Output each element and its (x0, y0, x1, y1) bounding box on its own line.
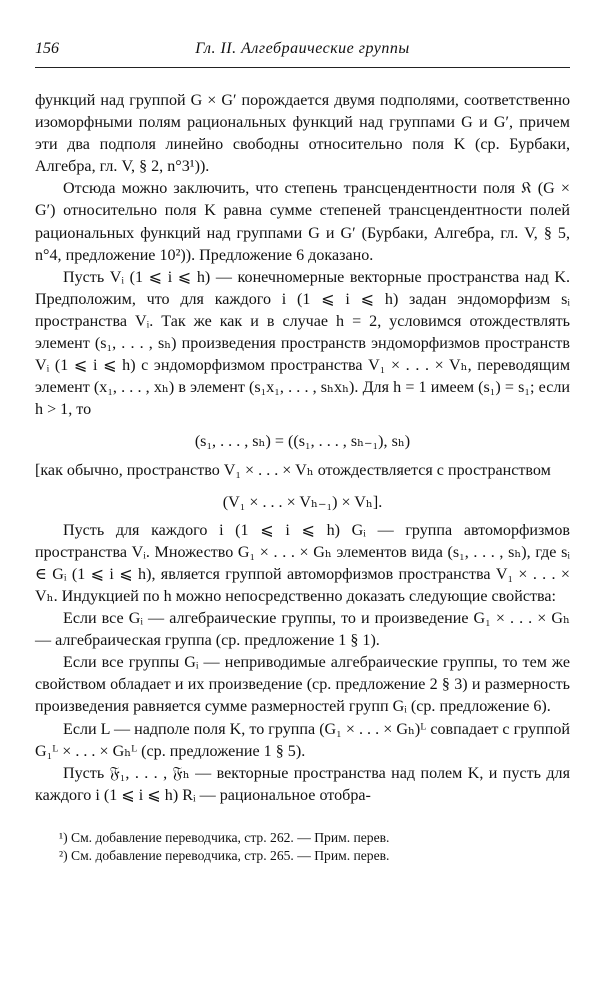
paragraph: Пусть 𝔉₁, . . . , 𝔉ₕ — векторные пространства над полем K, и пусть для каждого i (1 ⩽ i ⩽ h) Rᵢ — рациональное отобра- (35, 764, 570, 804)
body-text (35, 90, 570, 807)
footnotes (35, 829, 570, 865)
paragraph: Отсюда можно заключить, что степень трансцендентности поля 𝔎 (G × G′) относительно поля K равна сумме степеней трансцендентности полей рациональных функций над группами G и G′ (Бурбаки, Алгебра, гл. V, § 5, n°4, предложение 10²)). Предложение 6 доказано. (35, 180, 570, 264)
paragraph: Пусть Vᵢ (1 ⩽ i ⩽ h) — конечномерные векторные пространства над K. Предположим, что для каждого i (1 ⩽ i ⩽ h) задан эндоморфизм sᵢ пространства Vᵢ. Так же как и в случае h = 2, условимся отождествлять элемент (s₁, . . . , sₕ) произведения пространств эндоморфизмов пространств Vᵢ (1 ⩽ i ⩽ h) с эндоморфизмом пространства V₁ × . . . × Vₕ, переводящим элемент (x₁, . . . , xₕ) в элемент (s₁x₁, . . . , sₕxₕ). Для h = 1 имеем (s₁) = s₁; если h > 1, то (35, 268, 570, 419)
display-formula: (s₁, . . . , sₕ) = ((s₁, . . . , sₕ₋₁), sₕ) (194, 433, 411, 451)
page (35, 40, 570, 865)
paragraph: Пусть для каждого i (1 ⩽ i ⩽ h) Gᵢ — группа автоморфизмов пространства Vᵢ. Множество G₁ × . . . × Gₕ элементов вида (s₁, . . . , sₕ), где sᵢ ∈ Gᵢ (1 ⩽ i ⩽ h), является группой автоморфизмов пространства V₁ × . . . × Vₕ. Индукцией по h можно непосредственно доказать следующие свойства: (35, 521, 570, 605)
paragraph: Если все группы Gᵢ — неприводимые алгебраические группы, то тем же свойством обладает и их произведение (ср. предложение 2 § 3) и размерность произведения равняется сумме размерностей групп Gᵢ (ср. предложение 6). (35, 654, 570, 716)
header-rule (35, 67, 570, 68)
paragraph: Если все Gᵢ — алгебраические группы, то и произведение G₁ × . . . × Gₕ — алгебраическая группа (ср. предложение 1 § 1). (35, 610, 570, 650)
page-header (35, 40, 570, 64)
paragraph: Если L — надполе поля K, то группа (G₁ × . . . × Gₕ)ᴸ совпадает с группой G₁ᴸ × . . . × Gₕᴸ (ср. предложение 1 § 5). (35, 720, 570, 760)
page-number: 156 (35, 40, 59, 57)
running-title: Гл. II. Алгебраические группы (195, 40, 410, 57)
footnote: ¹) См. добавление переводчика, стр. 262. — Прим. перев. (59, 829, 390, 845)
footnote: ²) См. добавление переводчика, стр. 265. — Прим. перев. (59, 847, 390, 863)
paragraph: функций над группой G × G′ порождается двумя подполями, соответственно изоморфными полям рациональных функций над группами G и G′, причем эти два подполя линейно свободны относительно поля K (ср. Бурбаки, Алгебра, гл. V, § 2, n°3¹)). (35, 92, 570, 176)
display-formula: (V₁ × . . . × Vₕ₋₁) × Vₕ]. (222, 493, 383, 511)
paragraph: [как обычно, пространство V₁ × . . . × Vₕ отождествляется с пространством (35, 461, 551, 479)
